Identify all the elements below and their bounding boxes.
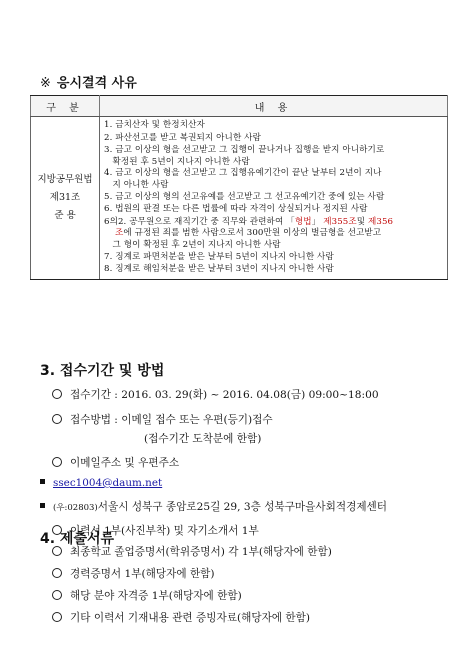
disqualification-item bbox=[104, 120, 443, 132]
disqualification-title bbox=[40, 72, 137, 91]
reference-mark: ※ bbox=[40, 76, 51, 91]
header-category: 구 분 bbox=[31, 96, 100, 117]
circle-bullet-icon bbox=[52, 414, 62, 424]
disqualification-item-line: 지 아니한 사람 bbox=[104, 179, 169, 190]
reception-period-row bbox=[52, 387, 379, 402]
document-item bbox=[52, 588, 242, 603]
article-356-reference-cont: 조 bbox=[115, 228, 124, 239]
reception-method-row bbox=[52, 412, 273, 427]
reception-method: 접수방법 : 이메일 접수 또는 우편(등기)접수 bbox=[70, 414, 273, 426]
table-header-row bbox=[31, 96, 448, 117]
law-line-2: 제31조 bbox=[49, 191, 81, 203]
header-content: 내 용 bbox=[100, 96, 448, 117]
documents-section-title: 4. 제출서류 bbox=[40, 531, 115, 547]
disqualification-items-list bbox=[104, 120, 443, 216]
disqualification-item-6-2 bbox=[104, 217, 443, 252]
disqualification-item-line: 5. 금고 이상의 형의 선고유예를 선고받고 그 선고유예기간 중에 있는 사람 bbox=[104, 191, 385, 202]
reception-period: 접수기간 : 2016. 03. 29(화) ~ 2016. 04.08(금) 09:00~18:00 bbox=[70, 389, 379, 401]
circle-bullet-icon bbox=[52, 457, 62, 467]
article-355-reference: 제355조 bbox=[323, 216, 357, 227]
disqualification-item-line: 6. 법원의 판결 또는 다른 법률에 따라 자격이 상실되거나 정지된 사람 bbox=[104, 204, 368, 215]
document-item-label: 최종학교 졸업증명서(학위증명서) 각 1부(해당자에 한함) bbox=[70, 546, 332, 558]
table-body-row bbox=[31, 117, 448, 280]
address-row bbox=[40, 499, 387, 514]
disqualification-item bbox=[104, 192, 443, 204]
email-row bbox=[40, 477, 162, 489]
disqualification-title-text: 응시결격 사유 bbox=[56, 76, 137, 91]
disqualification-item-line: 확정된 후 5년이 지나지 아니한 사람 bbox=[104, 156, 250, 167]
email-link[interactable]: ssec1004@daum.net bbox=[53, 477, 163, 489]
document-item-label: 해당 분야 자격증 1부(해당자에 한함) bbox=[70, 590, 242, 602]
criminal-act-reference: 형법 bbox=[294, 216, 312, 227]
circle-bullet-icon bbox=[52, 612, 62, 622]
contact-label-row bbox=[52, 455, 179, 470]
square-bullet-icon bbox=[40, 479, 45, 484]
disqualification-items-tail bbox=[104, 252, 443, 276]
law-line-1: 지방공무원법 bbox=[37, 173, 93, 185]
disqualification-item-line: 1. 금치산자 및 한정치산자 bbox=[104, 120, 205, 130]
disqualification-item bbox=[104, 204, 443, 216]
circle-bullet-icon bbox=[52, 590, 62, 600]
disqualification-item-line: 3. 금고 이상의 형을 선고받고 그 집행이 끝나거나 집행을 받지 아니하기로 bbox=[104, 145, 385, 156]
document-item-label: 이력서 1부(사진부착) 및 자기소개서 1부 bbox=[70, 525, 259, 537]
disqualification-item-line: 4. 금고 이상의 형을 선고받고 그 집행유예기간이 끝난 날부터 2년이 지나 bbox=[104, 168, 382, 179]
item-6-2-line-2-text: 에 규정된 죄를 범한 사람으로서 300만원 이상의 벌금형을 선고받고 bbox=[123, 228, 382, 239]
circle-bullet-icon bbox=[52, 546, 62, 556]
document-item bbox=[52, 610, 310, 625]
disqualification-item-line: 7. 징계로 파면처분을 받은 날부터 5년이 지나지 아니한 사람 bbox=[104, 251, 334, 262]
square-bullet-icon bbox=[40, 503, 45, 508]
disqualification-items-cell bbox=[100, 117, 448, 280]
item-6-2-line-1 bbox=[104, 217, 443, 229]
article-356-reference: 제356 bbox=[367, 216, 394, 227]
document-item bbox=[52, 566, 215, 581]
address: 서울시 성북구 종암로25길 29, 3층 성북구마을사회적경제센터 bbox=[97, 501, 388, 513]
disqualification-item-line: 8. 징계로 해임처분을 받은 날부터 3년이 지나지 아니한 사람 bbox=[104, 264, 334, 275]
disqualification-item bbox=[104, 133, 443, 145]
document-item bbox=[52, 544, 332, 559]
circle-bullet-icon bbox=[52, 568, 62, 578]
disqualification-item bbox=[104, 145, 443, 168]
item-6-2-text: 6의2. 공무원으로 재직기간 중 직무와 관련하여 「 bbox=[104, 216, 295, 227]
postcode: (우:02803) bbox=[53, 503, 98, 513]
disqualification-item bbox=[104, 252, 443, 264]
item-6-2-line-3: 그 형이 확정된 후 2년이 지나지 아니한 사람 bbox=[104, 239, 281, 250]
document-item bbox=[52, 523, 259, 538]
disqualification-item bbox=[104, 168, 443, 191]
item-6-2-text-mid2: 및 bbox=[356, 216, 368, 227]
disqualification-table bbox=[30, 95, 448, 280]
disqualification-item bbox=[104, 264, 443, 276]
reception-section-title: 3. 접수기간 및 방법 bbox=[40, 363, 165, 379]
item-6-2-line-2 bbox=[104, 228, 443, 240]
contact-label: 이메일주소 및 우편주소 bbox=[70, 457, 180, 469]
disqualification-item-line: 2. 파산선고를 받고 복권되지 아니한 사람 bbox=[104, 132, 261, 143]
law-line-3: 준 용 bbox=[54, 209, 76, 221]
reception-method-note: (접수기간 도착분에 한함) bbox=[144, 433, 262, 445]
item-6-2-text-mid1: 」 bbox=[311, 216, 324, 227]
circle-bullet-icon bbox=[52, 389, 62, 399]
document-item-label: 기타 이력서 기재내용 관련 증빙자료(해당자에 한함) bbox=[70, 612, 311, 624]
circle-bullet-icon bbox=[52, 525, 62, 535]
law-reference-cell bbox=[31, 117, 100, 280]
document-item-label: 경력증명서 1부(해당자에 한함) bbox=[70, 568, 215, 580]
